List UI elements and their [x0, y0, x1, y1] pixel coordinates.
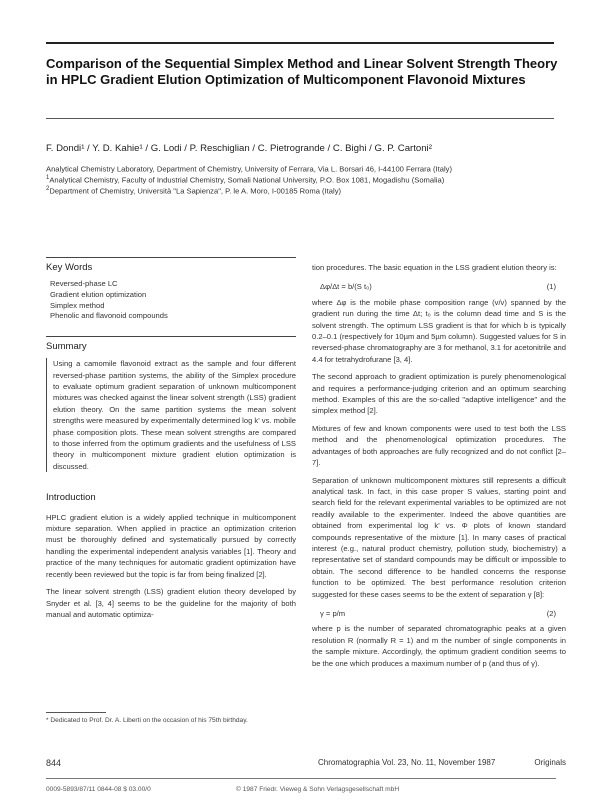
body-paragraph: Separation of unknown multicomponent mixtures still represents a difficult analytical task. In fact, in this case proper S values, starting point and search field for the relevant experimental variables to be optimized are not readily available to the experimenter. Indeed the above quantities are obtained from experimental log k' vs. Φ plots of known standard compounds representative of the mixture [1]. In many cases of practical interest (e.g., natural product chemistry, pollution study, biochemistry) a representative set of standard compounds may be difficult or impossible to obtain. The second difference to be handled concerns the response function to be optimized. The best performance resolution criterion suggested for these cases seems to be the extent of separation γ [8]: [312, 475, 566, 599]
summary-text: Using a camomile flavonoid extract as the sample and four different reversed-phase partition systems, the ability of the Simplex procedure to evaluate optimum gradient separation of unknown multicomponent mixtures was checked against the linear solvent strength (LSS) gradient elution theory. On the same partition systems the mean solvent strengths were measured by experimentally determined log k' vs. mobile phase composition plots. These mean solvent strengths are compared to those inferred from the optimum gradients and the usefulness of LSS theory in multicomponent mixture gradient elution optimization is discussed. [46, 358, 296, 472]
paper-title: Comparison of the Sequential Simplex Method and Linear Solvent Strength Theory in HPLC Gradient Elution Optimization of Multicomponent Flavonoid Mixtures [46, 56, 558, 87]
keyword-item: Gradient elution optimization [50, 290, 147, 299]
page-number: 844 [46, 758, 62, 768]
right-column [312, 262, 566, 675]
body-paragraph: The linear solvent strength (LSS) gradient elution theory developed by Snyder et al. [3, 4] seems to be the guideline for the majority of both manual and automatic optimiza- [46, 587, 296, 619]
body-paragraph: where p is the number of separated chromatographic peaks at a given resolution R (normally R = 1) and m the number of single components in the sample mixture. Accordingly, the optimum gradient condition seems to be the one which produces a maximum number of p (and thus of γ). [312, 624, 566, 668]
body-paragraph: tion procedures. The basic equation in the LSS gradient elution theory is: [312, 263, 557, 272]
summary-box [46, 336, 296, 472]
keywords-heading: Key Words [46, 262, 93, 273]
equation-number: (1) [546, 282, 556, 292]
journal-citation: Chromatographia Vol. 23, No. 11, November 1987 [318, 758, 496, 767]
keyword-item: Reversed-phase LC [50, 279, 118, 289]
title-rule [46, 118, 554, 119]
equation-2 [312, 606, 566, 623]
publisher-line [46, 786, 566, 793]
issn-code: 0009-5893/87/11 0844-08 $ 03.00/0 [46, 786, 151, 793]
body-paragraph: The second approach to gradient optimization is purely phenomenological and requires a performance-judging criterion and an optimum searching method. Examples of this are the so-called "adaptive intelligence" and the simplex method [2]. [312, 372, 566, 416]
equation-expression: Δφ/Δt = b/(S t₀) [320, 282, 372, 292]
introduction-heading: Introduction [46, 492, 96, 504]
author-list: F. Dondi¹ / Y. D. Kahie¹ / G. Lodi / P. Reschiglian / C. Pietrogrande / C. Bighi / G. P. Cartoni² [46, 143, 432, 154]
keyword-item: Simplex method [50, 300, 105, 310]
left-column [46, 257, 296, 626]
equation-1 [312, 279, 566, 296]
header-rule [46, 42, 554, 44]
footnote: * Dedicated to Prof. Dr. A. Liberti on the occasion of his 75th birthday. [46, 717, 248, 724]
summary-heading: Summary [46, 340, 87, 352]
section-label: Originals [534, 758, 566, 767]
equation-number: (2) [546, 608, 556, 618]
copyright: © 1987 Friedr. Vieweg & Sohn Verlagsgesellschaft mbH [236, 786, 400, 793]
footnote-rule [46, 712, 106, 713]
affiliation: Analytical Chemistry Laboratory, Department of Chemistry, University of Ferrara, Via L. Borsari 46, I-44100 Ferrara (Italy) [46, 164, 452, 174]
body-paragraph: HPLC gradient elution is a widely applied technique in multicomponent mixture separation. When applied in practice an optimization criterion must be thoroughly defined and systematically pursued by correctly handling the experimental independent analysis variables [1]. Theory and practice of the many techniques for automatic gradient optimization have recently been reviewed but the topic is far from being finalized [2]. [46, 512, 296, 579]
keywords-box [46, 257, 296, 322]
affiliation: $^2$Department of Chemistry, Università "La Sapienza", P. le A. Moro, I-00185 Roma (Italy) [46, 186, 342, 196]
body-paragraph: where Δφ is the mobile phase composition range (v/v) spanned by the gradient run during the time Δt; t₀ is the column dead time and S is the solvent strength. The optimum LSS gradient is that for which b is typically 0.2–0.1 (respectively for 10µm and 5µm column). Suggested values for S in reversed-phase chromatography are 3 for methanol, 3.1 for acetonitrile and 4.4 for tetrahydrofurane [3, 4]. [312, 297, 566, 364]
footer-rule [46, 778, 556, 779]
keyword-item: Phenolic and flavonoid compounds [50, 311, 168, 321]
introduction-section [46, 492, 296, 620]
body-paragraph: Mixtures of few and known components were used to test both the LSS method and the phenomenological optimization procedures. The advantages of both approaches are fully recognized and do not conflict [2–7]. [312, 423, 566, 468]
affiliation: $^1$Analytical Chemistry, Faculty of Industrial Chemistry, Somali National University, P.O. Box 1081, Mogadishu (Somalia) [46, 175, 445, 185]
equation-expression: γ = p/m [320, 608, 346, 618]
